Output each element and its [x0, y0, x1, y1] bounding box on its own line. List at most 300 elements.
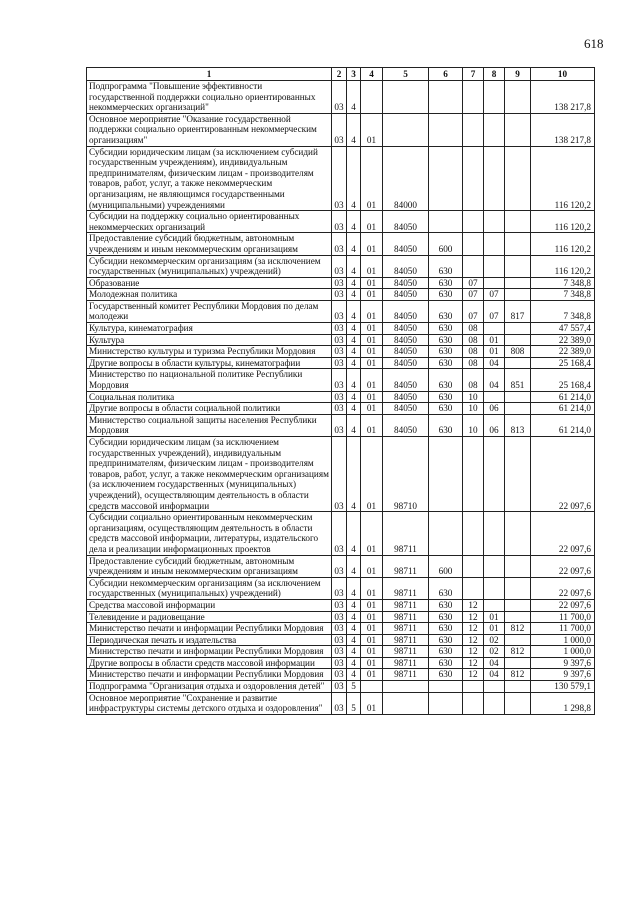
code-cell: 01 [361, 623, 383, 635]
code-cell: 812 [505, 623, 531, 635]
code-cell: 03 [332, 81, 347, 114]
amount-cell: 22 389,0 [531, 346, 595, 358]
code-cell: 813 [505, 414, 531, 436]
code-cell: 03 [332, 334, 347, 346]
row-label: Субсидии юридическим лицам (за исключением государственных учреждений), индивидуальным предпринимателям, физическим лицам - производителям товаров, работ, услуг, а также некоммерческим организациям (за исключением государственных (муниципальных) учреждений), осуществляющим деятельность в области средств массовой информации [87, 437, 332, 512]
row-label: Телевидение и радиовещание [87, 611, 332, 623]
row-label: Культура [87, 334, 332, 346]
amount-cell: 138 217,8 [531, 81, 595, 114]
row-label: Государственный комитет Республики Мордовия по делам молодежи [87, 300, 332, 322]
code-cell: 07 [484, 300, 505, 322]
code-cell: 630 [429, 289, 463, 301]
code-cell: 08 [463, 369, 484, 391]
code-cell: 01 [361, 512, 383, 555]
column-header: 9 [505, 68, 531, 81]
code-cell: 4 [347, 369, 361, 391]
code-cell: 4 [347, 577, 361, 599]
code-cell [505, 146, 531, 211]
amount-cell: 7 348,8 [531, 277, 595, 289]
code-cell: 04 [484, 357, 505, 369]
code-cell: 12 [463, 634, 484, 646]
code-cell: 03 [332, 113, 347, 146]
code-cell: 03 [332, 657, 347, 669]
code-cell: 98711 [383, 577, 429, 599]
code-cell: 01 [361, 634, 383, 646]
code-cell: 817 [505, 300, 531, 322]
code-cell [484, 437, 505, 512]
code-cell: 812 [505, 669, 531, 681]
table-row [87, 146, 595, 211]
code-cell: 01 [361, 146, 383, 211]
code-cell: 01 [361, 323, 383, 335]
code-cell [505, 289, 531, 301]
code-cell [505, 599, 531, 611]
code-cell: 630 [429, 634, 463, 646]
code-cell: 01 [361, 611, 383, 623]
row-label: Другие вопросы в области средств массовой информации [87, 657, 332, 669]
code-cell: 4 [347, 634, 361, 646]
code-cell: 98711 [383, 555, 429, 577]
amount-cell: 1 000,0 [531, 646, 595, 658]
code-cell: 03 [332, 277, 347, 289]
code-cell: 07 [463, 277, 484, 289]
column-header: 6 [429, 68, 463, 81]
code-cell [484, 211, 505, 233]
table-row [87, 233, 595, 255]
row-label: Другие вопросы в области социальной политики [87, 403, 332, 415]
row-label: Субсидии социально ориентированным некоммерческим организациям, осуществляющим деятельность в области средств массовой информации, литературы, издательского дела и реализации информационных проектов [87, 512, 332, 555]
code-cell: 03 [332, 300, 347, 322]
code-cell: 01 [361, 669, 383, 681]
table-row [87, 681, 595, 693]
code-cell: 01 [361, 577, 383, 599]
code-cell [429, 146, 463, 211]
code-cell: 07 [484, 289, 505, 301]
code-cell: 630 [429, 277, 463, 289]
amount-cell: 22 097,6 [531, 512, 595, 555]
row-label: Министерство по национальной политике Республики Мордовия [87, 369, 332, 391]
code-cell: 4 [347, 611, 361, 623]
code-cell [484, 692, 505, 714]
code-cell: 98711 [383, 512, 429, 555]
code-cell: 4 [347, 300, 361, 322]
table-row [87, 657, 595, 669]
row-label: Субсидии некоммерческим организациям (за исключением государственных (муниципальных) учреждений) [87, 577, 332, 599]
amount-cell: 22 097,6 [531, 555, 595, 577]
code-cell: 08 [463, 323, 484, 335]
code-cell: 03 [332, 346, 347, 358]
code-cell: 630 [429, 599, 463, 611]
code-cell: 84050 [383, 255, 429, 277]
code-cell [484, 113, 505, 146]
code-cell: 12 [463, 611, 484, 623]
code-cell [505, 81, 531, 114]
code-cell [484, 81, 505, 114]
code-cell: 03 [332, 599, 347, 611]
code-cell [505, 437, 531, 512]
code-cell: 01 [361, 369, 383, 391]
code-cell [505, 391, 531, 403]
row-label: Субсидии на поддержку социально ориентированных некоммерческих организаций [87, 211, 332, 233]
code-cell [484, 323, 505, 335]
amount-cell: 47 557,4 [531, 323, 595, 335]
table-row [87, 623, 595, 635]
code-cell [463, 681, 484, 693]
row-label: Субсидии юридическим лицам (за исключением субсидий государственным учреждениям), индивидуальным предпринимателям, физическим лицам - производителям товаров, работ, услуг, а также некоммерческим организациям, не являющимся государственными (муниципальными) учреждениями [87, 146, 332, 211]
code-cell: 06 [484, 414, 505, 436]
code-cell [429, 211, 463, 233]
code-cell [484, 146, 505, 211]
code-cell: 4 [347, 391, 361, 403]
code-cell [463, 233, 484, 255]
code-cell [505, 692, 531, 714]
code-cell [429, 113, 463, 146]
table-row [87, 289, 595, 301]
code-cell: 03 [332, 414, 347, 436]
code-cell: 01 [361, 346, 383, 358]
column-header: 3 [347, 68, 361, 81]
code-cell: 4 [347, 512, 361, 555]
code-cell [361, 681, 383, 693]
code-cell: 12 [463, 599, 484, 611]
code-cell: 01 [361, 233, 383, 255]
code-cell: 01 [361, 334, 383, 346]
amount-cell: 1 000,0 [531, 634, 595, 646]
code-cell [383, 681, 429, 693]
code-cell: 630 [429, 414, 463, 436]
amount-cell: 9 397,6 [531, 657, 595, 669]
code-cell [429, 692, 463, 714]
code-cell: 84050 [383, 403, 429, 415]
code-cell: 98711 [383, 646, 429, 658]
code-cell: 4 [347, 657, 361, 669]
table-row [87, 323, 595, 335]
code-cell [484, 512, 505, 555]
amount-cell: 7 348,8 [531, 289, 595, 301]
amount-cell: 11 700,0 [531, 623, 595, 635]
table-row [87, 346, 595, 358]
code-cell: 10 [463, 414, 484, 436]
row-label: Социальная политика [87, 391, 332, 403]
code-cell [505, 277, 531, 289]
code-cell: 4 [347, 599, 361, 611]
code-cell: 630 [429, 300, 463, 322]
code-cell: 84050 [383, 334, 429, 346]
code-cell [484, 599, 505, 611]
column-header: 2 [332, 68, 347, 81]
code-cell: 03 [332, 437, 347, 512]
code-cell: 98711 [383, 599, 429, 611]
code-cell [383, 113, 429, 146]
row-label: Субсидии некоммерческим организациям (за исключением государственных (муниципальных) учреждений) [87, 255, 332, 277]
row-label: Министерство печати и информации Республики Мордовия [87, 669, 332, 681]
code-cell: 07 [463, 300, 484, 322]
code-cell: 630 [429, 577, 463, 599]
amount-cell: 22 097,6 [531, 577, 595, 599]
code-cell: 03 [332, 634, 347, 646]
code-cell [463, 512, 484, 555]
column-header: 8 [484, 68, 505, 81]
code-cell: 04 [484, 657, 505, 669]
code-cell: 03 [332, 577, 347, 599]
row-label: Основное мероприятие "Оказание государственной поддержки социально ориентированным некоммерческим организациям" [87, 113, 332, 146]
table-row [87, 512, 595, 555]
row-label: Молодежная политика [87, 289, 332, 301]
code-cell: 4 [347, 146, 361, 211]
code-cell: 01 [361, 357, 383, 369]
column-header: 5 [383, 68, 429, 81]
code-cell [484, 233, 505, 255]
code-cell: 03 [332, 211, 347, 233]
code-cell: 630 [429, 323, 463, 335]
table-row [87, 113, 595, 146]
budget-table [86, 67, 595, 715]
table-row [87, 369, 595, 391]
code-cell: 808 [505, 346, 531, 358]
code-cell: 4 [347, 437, 361, 512]
code-cell: 4 [347, 81, 361, 114]
code-cell: 03 [332, 369, 347, 391]
code-cell [505, 334, 531, 346]
code-cell: 12 [463, 669, 484, 681]
code-cell: 04 [484, 369, 505, 391]
code-cell: 03 [332, 555, 347, 577]
row-label: Министерство печати и информации Республики Мордовия [87, 646, 332, 658]
column-header: 4 [361, 68, 383, 81]
code-cell [505, 323, 531, 335]
amount-cell: 7 348,8 [531, 300, 595, 322]
code-cell: 84050 [383, 414, 429, 436]
code-cell: 98711 [383, 611, 429, 623]
row-label: Другие вопросы в области культуры, кинематографии [87, 357, 332, 369]
amount-cell: 61 214,0 [531, 414, 595, 436]
code-cell [484, 255, 505, 277]
code-cell: 98711 [383, 623, 429, 635]
code-cell [429, 512, 463, 555]
code-cell: 01 [361, 255, 383, 277]
table-row [87, 391, 595, 403]
amount-cell: 116 120,2 [531, 211, 595, 233]
code-cell: 4 [347, 414, 361, 436]
code-cell: 84050 [383, 277, 429, 289]
code-cell: 630 [429, 369, 463, 391]
code-cell [505, 634, 531, 646]
code-cell [463, 555, 484, 577]
code-cell: 84050 [383, 289, 429, 301]
amount-cell: 11 700,0 [531, 611, 595, 623]
amount-cell: 22 097,6 [531, 437, 595, 512]
code-cell: 600 [429, 555, 463, 577]
row-label: Основное мероприятие "Сохранение и развитие инфраструктуры системы детского отдыха и оздоровления" [87, 692, 332, 714]
code-cell: 03 [332, 512, 347, 555]
code-cell [463, 211, 484, 233]
code-cell: 02 [484, 646, 505, 658]
code-cell [505, 113, 531, 146]
code-cell: 84050 [383, 323, 429, 335]
code-cell [484, 391, 505, 403]
code-cell: 01 [361, 437, 383, 512]
code-cell: 84000 [383, 146, 429, 211]
code-cell [484, 277, 505, 289]
amount-cell: 22 097,6 [531, 599, 595, 611]
code-cell [463, 577, 484, 599]
code-cell: 03 [332, 669, 347, 681]
code-cell [505, 577, 531, 599]
row-label: Предоставление субсидий бюджетным, автономным учреждениям и иным некоммерческим организациям [87, 233, 332, 255]
code-cell: 630 [429, 403, 463, 415]
table-row [87, 577, 595, 599]
code-cell [484, 681, 505, 693]
code-cell: 4 [347, 211, 361, 233]
code-cell: 5 [347, 692, 361, 714]
code-cell: 630 [429, 669, 463, 681]
amount-cell: 116 120,2 [531, 146, 595, 211]
amount-cell: 1 298,8 [531, 692, 595, 714]
table-row [87, 211, 595, 233]
code-cell: 4 [347, 323, 361, 335]
table-row [87, 634, 595, 646]
code-cell: 98711 [383, 657, 429, 669]
code-cell [505, 357, 531, 369]
table-row [87, 255, 595, 277]
table-row [87, 599, 595, 611]
code-cell: 630 [429, 646, 463, 658]
code-cell: 630 [429, 657, 463, 669]
code-cell: 06 [484, 403, 505, 415]
code-cell: 01 [361, 555, 383, 577]
code-cell: 4 [347, 623, 361, 635]
code-cell: 4 [347, 277, 361, 289]
code-cell: 03 [332, 323, 347, 335]
code-cell: 10 [463, 391, 484, 403]
code-cell [463, 113, 484, 146]
code-cell: 01 [361, 113, 383, 146]
amount-cell: 138 217,8 [531, 113, 595, 146]
row-label: Средства массовой информации [87, 599, 332, 611]
code-cell: 01 [361, 277, 383, 289]
code-cell: 84050 [383, 346, 429, 358]
code-cell: 630 [429, 357, 463, 369]
code-cell: 4 [347, 669, 361, 681]
table-row [87, 414, 595, 436]
code-cell [463, 437, 484, 512]
code-cell: 4 [347, 255, 361, 277]
code-cell: 08 [463, 334, 484, 346]
code-cell: 03 [332, 289, 347, 301]
code-cell: 600 [429, 233, 463, 255]
code-cell: 03 [332, 681, 347, 693]
amount-cell: 130 579,1 [531, 681, 595, 693]
row-label: Министерство социальной защиты населения Республики Мордовия [87, 414, 332, 436]
code-cell: 4 [347, 289, 361, 301]
code-cell: 08 [463, 346, 484, 358]
code-cell: 07 [463, 289, 484, 301]
amount-cell: 61 214,0 [531, 403, 595, 415]
code-cell: 01 [361, 403, 383, 415]
row-label: Подпрограмма "Организация отдыха и оздоровления детей" [87, 681, 332, 693]
code-cell: 98711 [383, 669, 429, 681]
code-cell: 01 [361, 414, 383, 436]
code-cell [484, 555, 505, 577]
table-row [87, 611, 595, 623]
code-cell: 01 [361, 657, 383, 669]
code-cell: 630 [429, 391, 463, 403]
code-cell: 630 [429, 255, 463, 277]
code-cell: 630 [429, 334, 463, 346]
code-cell: 03 [332, 403, 347, 415]
code-cell [361, 81, 383, 114]
code-cell: 4 [347, 555, 361, 577]
code-cell: 5 [347, 681, 361, 693]
page-number: 618 [584, 36, 604, 51]
code-cell: 03 [332, 646, 347, 658]
code-cell: 10 [463, 403, 484, 415]
code-cell: 84050 [383, 233, 429, 255]
code-cell: 4 [347, 357, 361, 369]
amount-cell: 25 168,4 [531, 369, 595, 391]
code-cell: 08 [463, 357, 484, 369]
code-cell: 03 [332, 623, 347, 635]
amount-cell: 22 389,0 [531, 334, 595, 346]
code-cell: 98710 [383, 437, 429, 512]
row-label: Подпрограмма "Повышение эффективности государственной поддержки социально ориентированных некоммерческих организаций" [87, 81, 332, 114]
table-row [87, 334, 595, 346]
code-cell: 01 [361, 646, 383, 658]
row-label: Образование [87, 277, 332, 289]
code-cell [429, 81, 463, 114]
amount-cell: 9 397,6 [531, 669, 595, 681]
amount-cell: 25 168,4 [531, 357, 595, 369]
code-cell: 01 [484, 611, 505, 623]
code-cell [505, 611, 531, 623]
code-cell: 03 [332, 255, 347, 277]
code-cell: 01 [361, 599, 383, 611]
code-cell: 84050 [383, 369, 429, 391]
column-header: 1 [87, 68, 332, 81]
code-cell: 01 [361, 300, 383, 322]
table-row [87, 277, 595, 289]
table-row [87, 300, 595, 322]
amount-cell: 116 120,2 [531, 233, 595, 255]
code-cell: 84050 [383, 391, 429, 403]
code-cell [505, 555, 531, 577]
code-cell: 84050 [383, 211, 429, 233]
code-cell [429, 681, 463, 693]
code-cell: 98711 [383, 634, 429, 646]
code-cell: 03 [332, 146, 347, 211]
code-cell: 01 [361, 391, 383, 403]
code-cell: 4 [347, 113, 361, 146]
code-cell: 851 [505, 369, 531, 391]
code-cell [505, 657, 531, 669]
code-cell: 04 [484, 669, 505, 681]
code-cell [463, 692, 484, 714]
code-cell: 12 [463, 657, 484, 669]
code-cell [505, 681, 531, 693]
table-row [87, 81, 595, 114]
code-cell: 630 [429, 346, 463, 358]
code-cell: 4 [347, 233, 361, 255]
code-cell: 03 [332, 357, 347, 369]
code-cell [505, 403, 531, 415]
code-cell [383, 81, 429, 114]
table-row [87, 692, 595, 714]
amount-cell: 61 214,0 [531, 391, 595, 403]
code-cell: 4 [347, 403, 361, 415]
code-cell [463, 255, 484, 277]
row-label: Предоставление субсидий бюджетным, автономным учреждениям и иным некоммерческим организациям [87, 555, 332, 577]
code-cell: 4 [347, 646, 361, 658]
